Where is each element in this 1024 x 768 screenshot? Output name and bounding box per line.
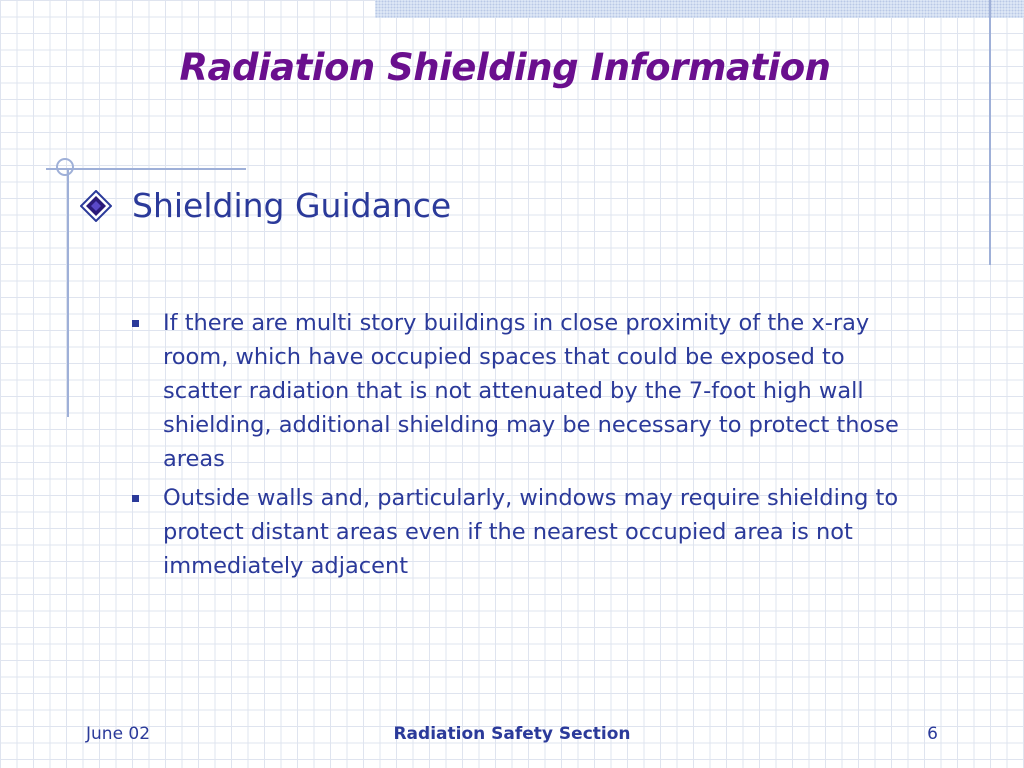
bullet-item (128, 306, 928, 476)
heading-text: Shielding Guidance (132, 186, 452, 225)
left-decor-vline (67, 170, 69, 417)
slide-title: Radiation Shielding Information (179, 46, 831, 89)
decor-circle (56, 158, 74, 176)
page-number: 6 (927, 724, 938, 744)
top-decor-band (375, 0, 1024, 18)
footer-title: Radiation Safety Section (393, 724, 631, 744)
left-decor-hline (46, 168, 246, 170)
diamond-bullet-icon (80, 190, 112, 222)
square-bullet-icon (132, 495, 139, 502)
bullet-text: If there are multi story buildings in close proximity of the x-ray room, which have occupied spaces that could be exposed to scatter radiation that is not attenuated by the 7-foot high wall shielding, additional shielding may be necessary to protect those areas (163, 310, 899, 472)
heading-row (80, 186, 451, 225)
right-decor-line (989, 0, 991, 265)
square-bullet-icon (132, 320, 139, 327)
footer-date: June 02 (86, 724, 151, 744)
bullet-list (128, 306, 928, 588)
bullet-item (128, 481, 928, 583)
bullet-text: Outside walls and, particularly, windows may require shielding to protect distant areas even if the nearest occupied area is not immediately adjacent (163, 485, 899, 579)
